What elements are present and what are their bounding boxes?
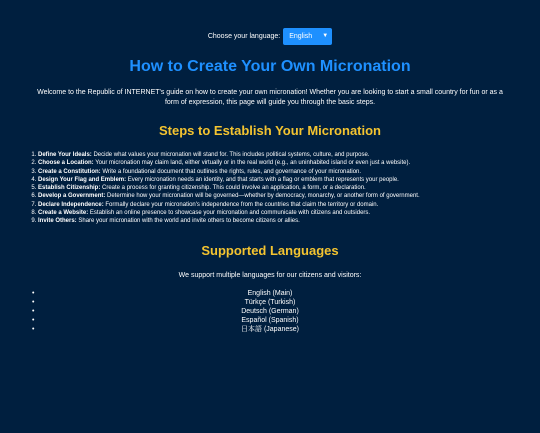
step-item: 2. Choose a Location: Your micronation may claim land, either virtually or in the real world (e.g., an uninhabited island or even just a website).	[38, 159, 540, 167]
step-item: 6. Develop a Government: Determine how your micronation will be governed—whether by democracy, monarchy, or another form of government.	[38, 192, 540, 200]
page-title: How to Create Your Own Micronation	[129, 58, 411, 75]
language-select-value: English	[289, 33, 313, 40]
intro-text: Welcome to the Republic of INTERNET's guide on how to create your own micronation! Whether you are looking to start a small country for fun or as a form of expression, this page will guide you through the basic steps.	[37, 89, 503, 106]
list-item: • Türkçe (Turkish)	[0, 298, 540, 307]
list-item: • English (Main)	[0, 289, 540, 298]
language-label: Choose your language:	[207, 33, 281, 40]
step-item: 7. Declare Independence: Formally declare your micronation's independence from the countries that claim the territory or domain.	[38, 201, 540, 209]
step-item: 3. Create a Constitution: Write a foundational document that outlines the rights, rules, and governance of your micronation.	[38, 168, 540, 176]
step-item: 4. Design Your Flag and Emblem: Every micronation needs an identity, and that starts with a flag or emblem that represents your people.	[38, 176, 540, 184]
languages-heading: Supported Languages	[201, 242, 339, 258]
language-selector	[0, 28, 540, 45]
list-item: • 日本語 (Japanese)	[0, 325, 540, 334]
list-item: • Español (Spanish)	[0, 316, 540, 325]
chevron-down-icon: ▼	[322, 33, 329, 39]
language-select[interactable]	[283, 28, 332, 45]
step-item: 5. Establish Citizenship: Create a process for granting citizenship. This could involve an application, a form, or a declaration.	[38, 184, 540, 192]
languages-list	[0, 289, 540, 334]
step-item: 9. Invite Others: Share your micronation with the world and invite others to become citizens or allies.	[38, 217, 540, 225]
steps-heading: Steps to Establish Your Micronation	[159, 123, 381, 138]
languages-intro: We support multiple languages for our citizens and visitors:	[178, 271, 362, 279]
steps-list	[38, 151, 540, 226]
step-item: 1. Define Your Ideals: Decide what values your micronation will stand for. This includes political systems, culture, and purpose.	[38, 151, 540, 159]
list-item: • Deutsch (German)	[0, 307, 540, 316]
step-item: 8. Create a Website: Establish an online presence to showcase your micronation and communicate with citizens and outsiders.	[38, 209, 540, 217]
